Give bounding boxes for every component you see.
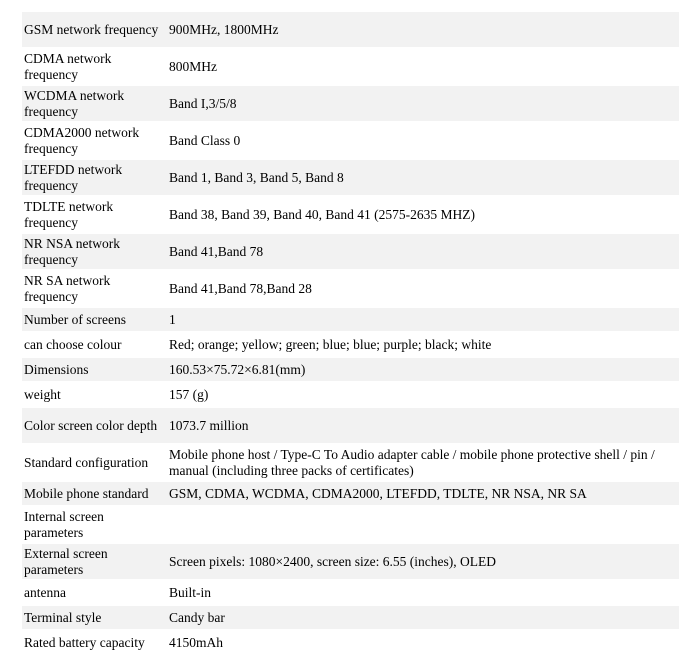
spec-label: CDMA2000 network frequency [22,123,164,158]
spec-label: Dimensions [22,358,164,381]
spec-label: weight [22,383,164,406]
spec-label: Terminal style [22,606,164,629]
spec-row-weight [22,383,679,406]
spec-row-cdma [22,49,679,84]
spec-label: antenna [22,581,164,604]
spec-row-color-depth [22,408,679,443]
spec-row-screens [22,308,679,331]
spec-label: External screen parameters [22,544,164,579]
spec-label: Internal screen parameters [22,507,164,542]
spec-row-colours [22,333,679,356]
spec-value: Band I,3/5/8 [164,86,679,121]
spec-value: Band 41,Band 78,Band 28 [164,271,679,306]
spec-row-ltefdd [22,160,679,195]
spec-label: Number of screens [22,308,164,331]
spec-row-antenna [22,581,679,604]
spec-row-nr-nsa [22,234,679,269]
spec-row-external-screen [22,544,679,579]
spec-value: 4150mAh [164,631,679,654]
spec-value: 900MHz, 1800MHz [164,12,679,47]
spec-label: Standard configuration [22,445,164,480]
spec-value: Band 41,Band 78 [164,234,679,269]
spec-value: Band Class 0 [164,123,679,158]
spec-row-nr-sa [22,271,679,306]
spec-value: 1 [164,308,679,331]
spec-value: 1073.7 million [164,408,679,443]
spec-label: can choose colour [22,333,164,356]
spec-value: Built-in [164,581,679,604]
spec-label: NR SA network frequency [22,271,164,306]
spec-label: CDMA network frequency [22,49,164,84]
spec-row-gsm [22,12,679,47]
spec-value: Band 38, Band 39, Band 40, Band 41 (2575-2635 MHZ) [164,197,679,232]
spec-label: GSM network frequency [22,12,164,47]
spec-value: Band 1, Band 3, Band 5, Band 8 [164,160,679,195]
spec-row-tdlte [22,197,679,232]
spec-row-dimensions [22,358,679,381]
spec-label: WCDMA network frequency [22,86,164,121]
spec-value: 800MHz [164,49,679,84]
spec-label: Color screen color depth [22,408,164,443]
spec-value [164,507,679,542]
spec-value: Red; orange; yellow; green; blue; blue; purple; black; white [164,333,679,356]
spec-value: 160.53×75.72×6.81(mm) [164,358,679,381]
spec-value: 157 (g) [164,383,679,406]
spec-label: NR NSA network frequency [22,234,164,269]
spec-label: LTEFDD network frequency [22,160,164,195]
spec-value: Screen pixels: 1080×2400, screen size: 6.55 (inches), OLED [164,544,679,579]
spec-row-battery [22,631,679,654]
spec-label: Rated battery capacity [22,631,164,654]
spec-label: Mobile phone standard [22,482,164,505]
spec-value: GSM, CDMA, WCDMA, CDMA2000, LTEFDD, TDLTE, NR NSA, NR SA [164,482,679,505]
spec-row-internal-screen [22,507,679,542]
spec-row-terminal-style [22,606,679,629]
spec-label: TDLTE network frequency [22,197,164,232]
spec-row-cdma2000 [22,123,679,158]
spec-value: Mobile phone host / Type-C To Audio adapter cable / mobile phone protective shell / pin / manual (including three packs of certificates) [164,445,679,480]
spec-row-standard-config [22,445,679,480]
spec-table [22,10,679,656]
spec-value: Candy bar [164,606,679,629]
spec-row-wcdma [22,86,679,121]
spec-row-phone-standard [22,482,679,505]
